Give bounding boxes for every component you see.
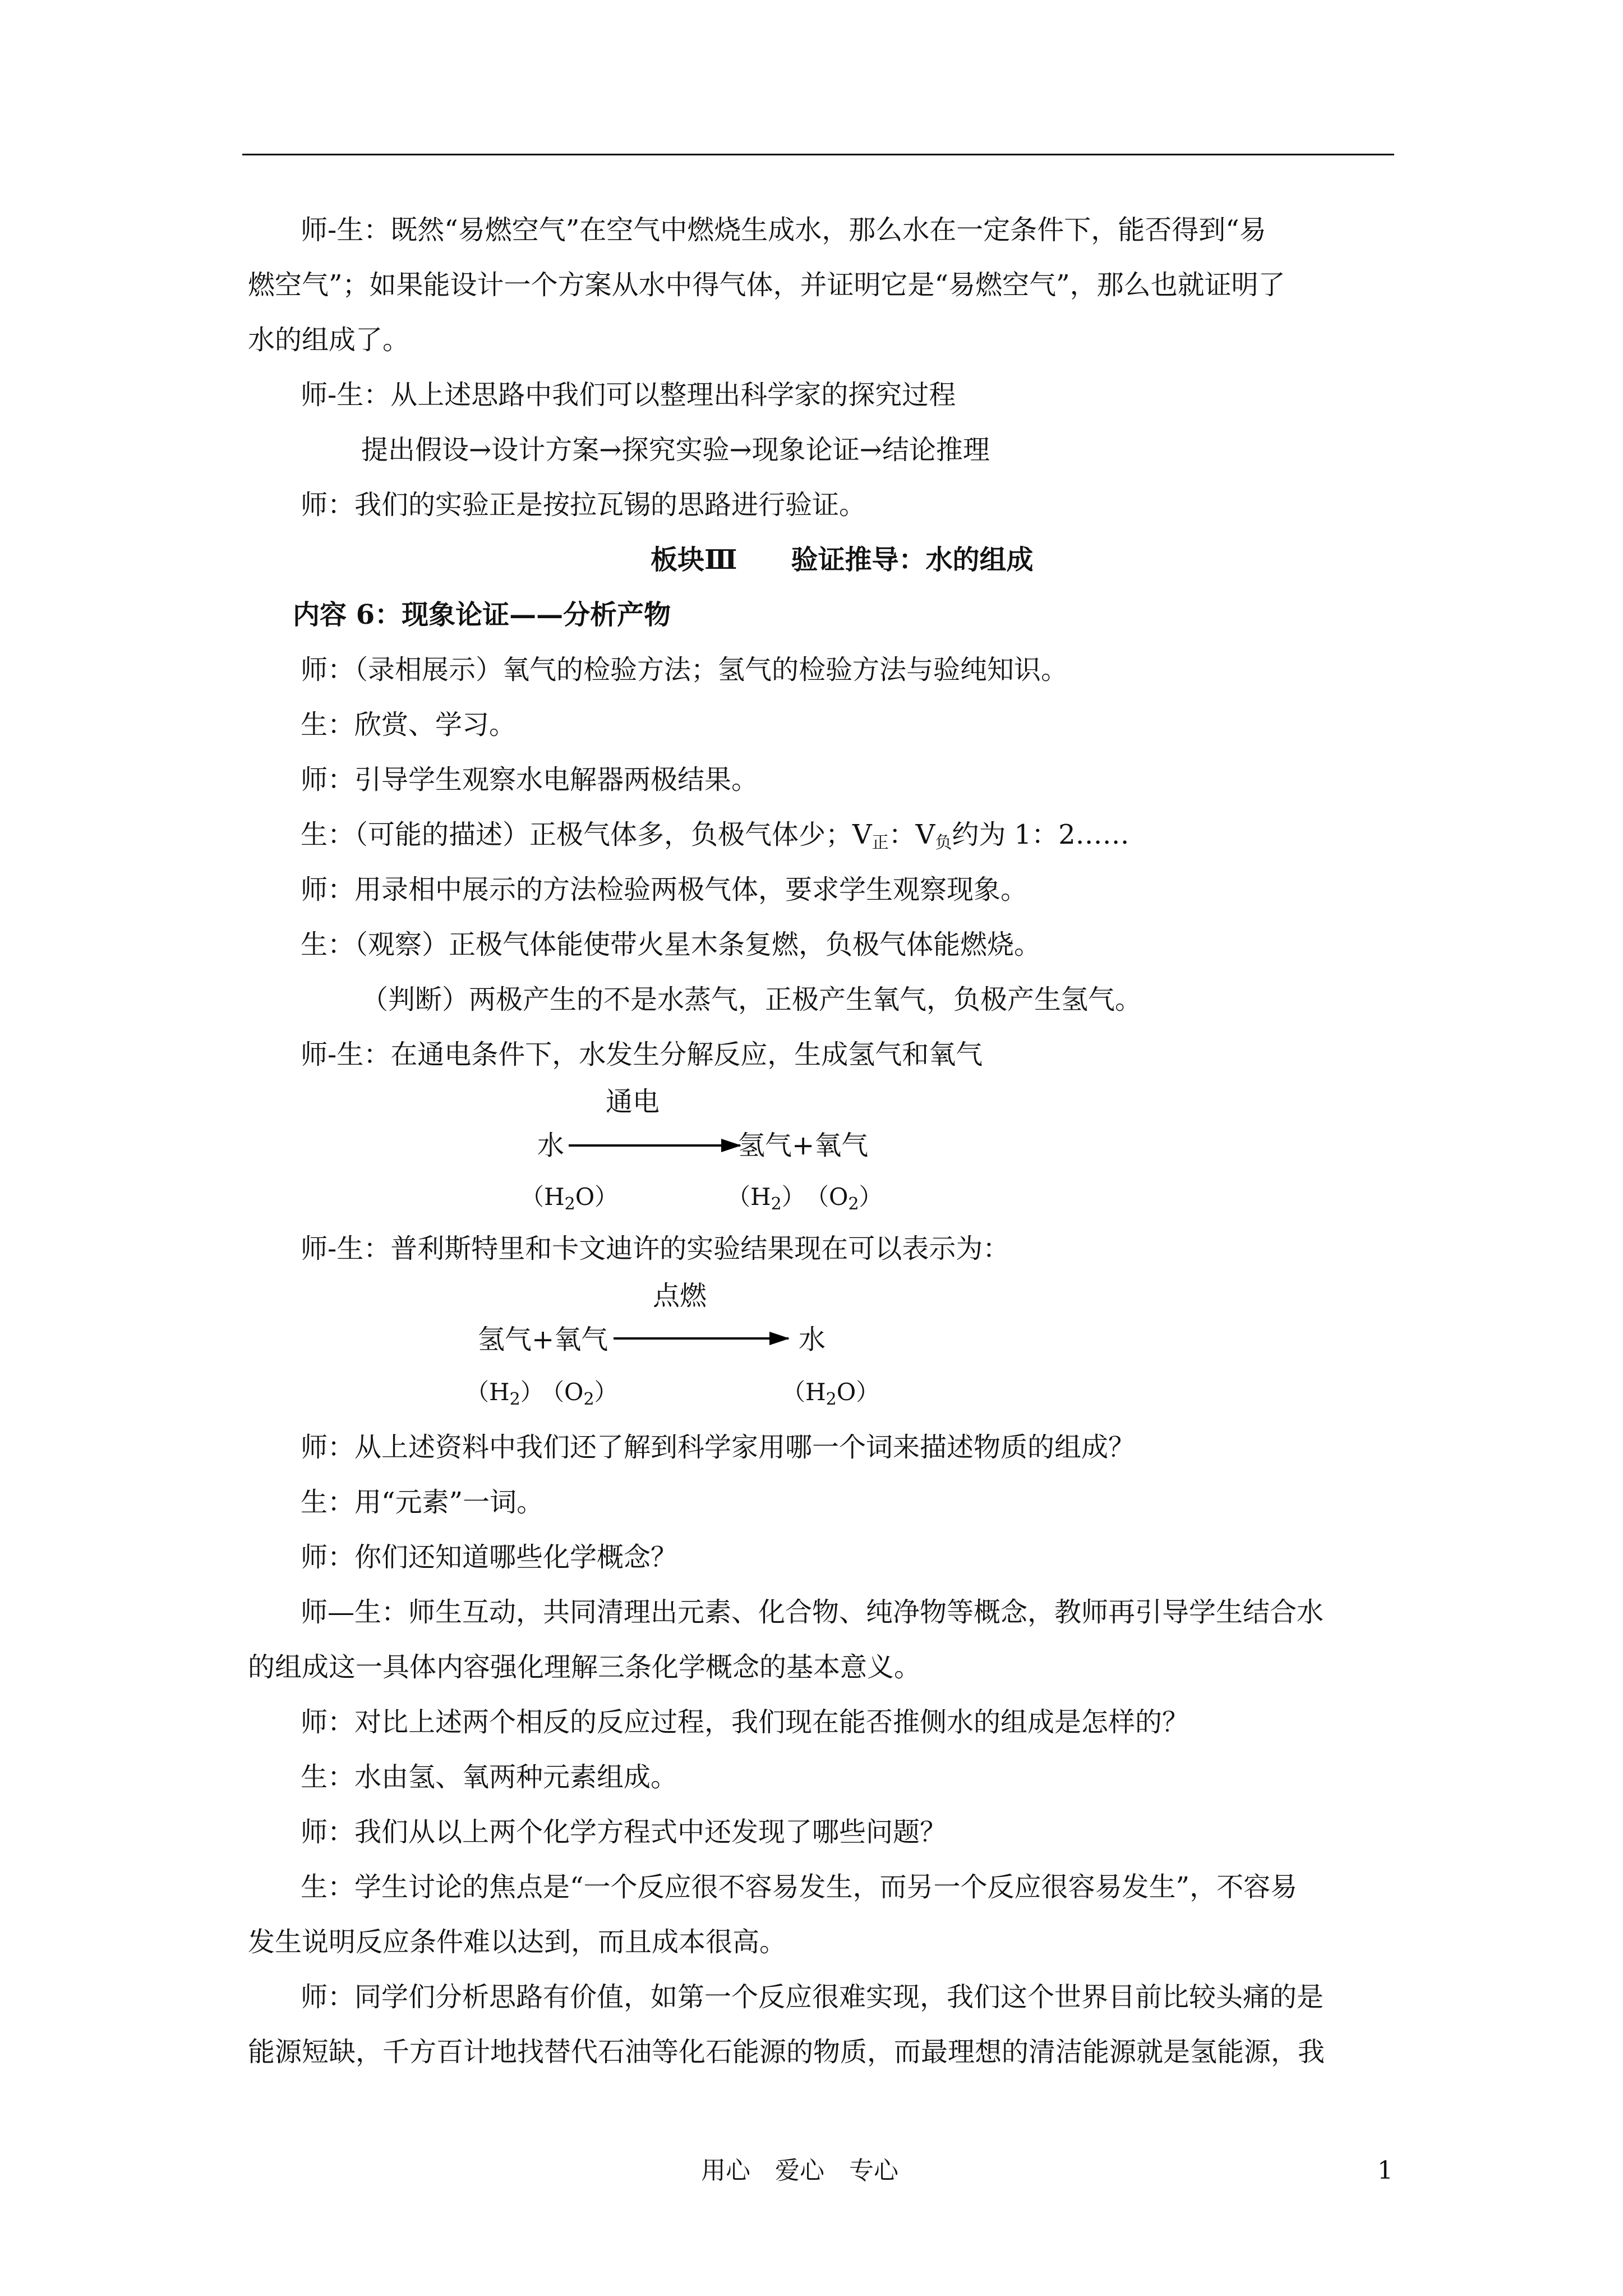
reaction-condition: 点燃 — [653, 1280, 707, 1312]
formula-label: $(H_2)$ — [727, 1183, 805, 1214]
paragraph-line: 师：用录相中展示的方法检验两极气体，要求学生观察现象。 — [301, 874, 1028, 905]
paragraph-line: 师：我们的实验正是按拉瓦锡的思路进行验证。 — [301, 489, 866, 521]
paragraph-line: 生：欣赏、学习。 — [301, 709, 517, 740]
paragraph-line: 发生说明反应条件难以达到，而且成本很高。 — [248, 1926, 787, 1958]
paragraph-line: 水的组成了。 — [248, 324, 410, 356]
paragraph-line: 生：学生讨论的焦点是“一个反应很不容易发生，而另一个反应很容易发生”，不容易 — [301, 1871, 1298, 1903]
products: 氢气+氧气 — [738, 1130, 869, 1161]
reactant: 水 — [537, 1130, 565, 1161]
paragraph-line: 燃空气”；如果能设计一个方案从水中得气体，并证明它是“易燃空气”，那么也就证明了 — [248, 269, 1285, 301]
formula-label: $(H_2O)$ — [782, 1378, 880, 1409]
paragraph-line: 生：用“元素”一词。 — [301, 1487, 544, 1518]
page-number: 1 — [1377, 2156, 1393, 2185]
paragraph-line: 生：（观察）正极气体能使带火星木条复燃，负极气体能燃烧。 — [301, 929, 1041, 960]
paragraph-line: 的组成这一具体内容强化理解三条化学概念的基本意义。 — [248, 1651, 921, 1683]
paragraph-line: 师：从上述资料中我们还了解到科学家用哪一个词来描述物质的组成？ — [301, 1432, 1136, 1463]
paragraph-line: 师：我们从以上两个化学方程式中还发现了哪些问题？ — [301, 1816, 947, 1848]
section-title: 板块Ⅲ 验证推导：水的组成 — [651, 544, 1034, 576]
paragraph-line: 师-生：普利斯特里和卡文迪许的实验结果现在可以表示为： — [301, 1233, 1010, 1264]
paragraph-line: 师：引导学生观察水电解器两极结果。 — [301, 764, 759, 795]
reaction-arrow — [569, 1144, 740, 1147]
paragraph-line: 师-生：从上述思路中我们可以整理出科学家的探究过程 — [301, 379, 956, 411]
reaction-arrow — [614, 1337, 789, 1340]
formula-label: $(O_2)$ — [541, 1378, 618, 1409]
paragraph-line: 生：水由氢、氧两种元素组成。 — [301, 1761, 678, 1793]
product: 水 — [799, 1324, 826, 1355]
paragraph-line: 师：你们还知道哪些化学概念？ — [301, 1542, 678, 1573]
paragraph-line: （判断）两极产生的不是水蒸气，正极产生氧气，负极产生氢气。 — [361, 984, 1142, 1015]
paragraph-line: 师—生：师生互动，共同清理出元素、化合物、纯净物等概念，教师再引导学生结合水 — [301, 1596, 1324, 1628]
paragraph-line: 生：（可能的描述）正极气体多，负极气体少；$V_正$：$V_负$约为 1：2…… — [301, 819, 1129, 853]
header-rule — [242, 154, 1394, 155]
formula-label: $(O_2)$ — [805, 1183, 883, 1214]
content-heading: 内容 6：现象论证——分析产物 — [293, 599, 671, 631]
process-steps: 提出假设→设计方案→探究实验→现象论证→结论推理 — [361, 434, 990, 466]
paragraph-line: 能源短缺，千方百计地找替代石油等化石能源的物质，而最理想的清洁能源就是氢能源，我 — [248, 2036, 1325, 2068]
paragraph-line: 师：同学们分析思路有价值，如第一个反应很难实现，我们这个世界目前比较头痛的是 — [301, 1981, 1324, 2013]
footer-motto: 用心 爱心 专心 — [701, 2156, 898, 2185]
paragraph-line: 师-生：既然“易燃空气”在空气中燃烧生成水，那么水在一定条件下，能否得到“易 — [301, 214, 1266, 246]
paragraph-line: 师-生：在通电条件下，水发生分解反应，生成氢气和氧气 — [301, 1039, 983, 1070]
paragraph-line: 师：（录相展示）氧气的检验方法；氢气的检验方法与验纯知识。 — [301, 654, 1068, 685]
reaction-condition: 通电 — [606, 1086, 660, 1117]
formula-label: $(H_2O)$ — [520, 1183, 619, 1214]
reactants: 氢气+氧气 — [478, 1324, 608, 1355]
paragraph-line: 师：对比上述两个相反的反应过程，我们现在能否推侧水的组成是怎样的？ — [301, 1706, 1189, 1738]
formula-label: $(H_2)$ — [465, 1378, 544, 1409]
